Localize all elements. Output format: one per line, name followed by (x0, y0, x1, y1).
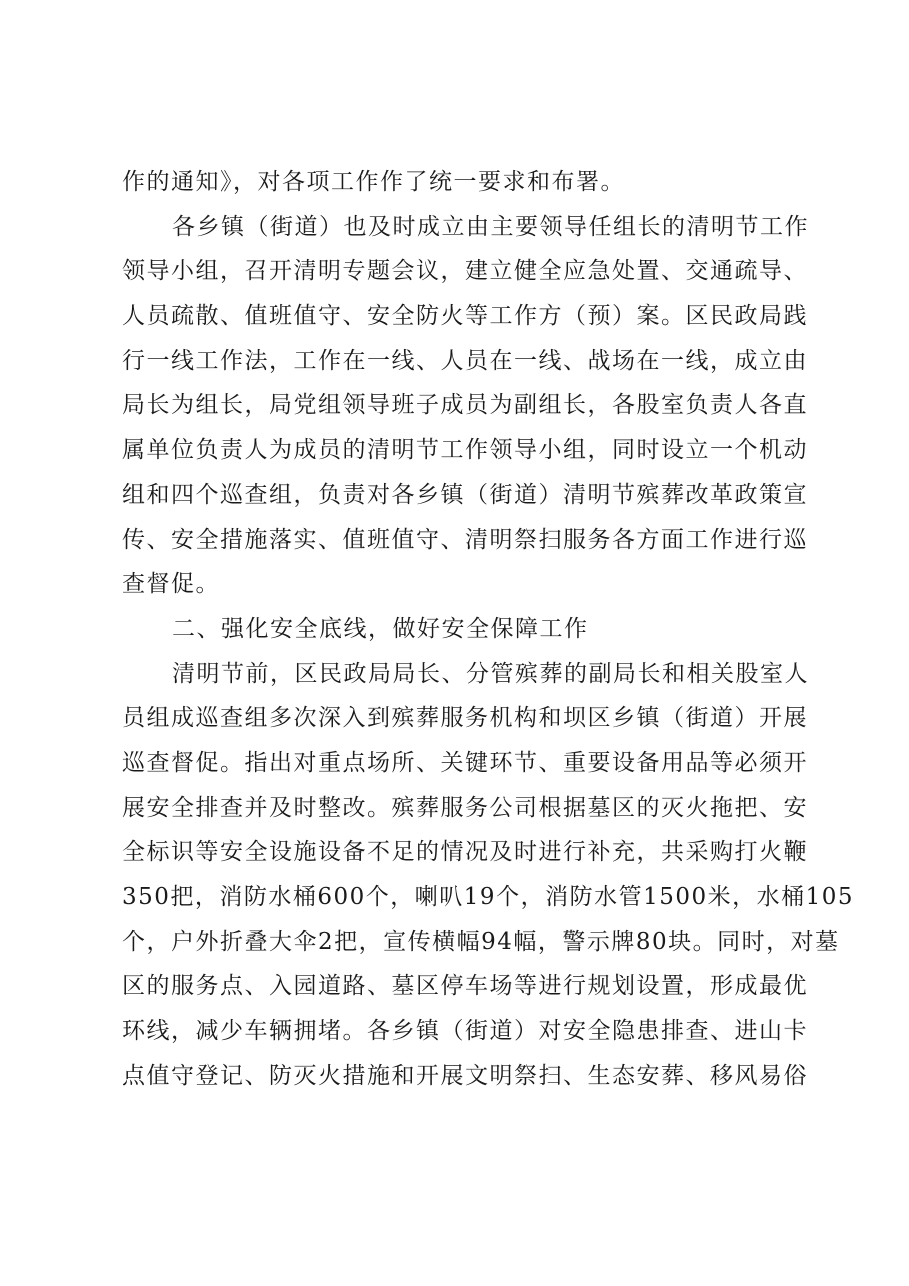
text-line: 巡查督促。指出对重点场所、关键环节、重要设备用品等必须开 (122, 749, 808, 776)
text-line: 环线，减少车辆拥堵。各乡镇（街道）对安全隐患排查、进山卡 (122, 1018, 808, 1045)
text-line: 属单位负责人为成员的清明节工作领导小组，同时设立一个机动 (122, 437, 808, 464)
text-line: 行一线工作法，工作在一线、人员在一线、战场在一线，成立由 (122, 347, 808, 374)
text-line: 350把，消防水桶600个，喇叭19个，消防水管1500米，水桶105 (122, 884, 854, 910)
text-line: 员组成巡查组多次深入到殡葬服务机构和坝区乡镇（街道）开展 (122, 705, 808, 732)
text-line: 组和四个巡查组，负责对各乡镇（街道）清明节殡葬改革政策宣 (122, 481, 808, 508)
text-line: 点值守登记、防灭火措施和开展文明祭扫、生态安葬、移风易俗 (122, 1062, 808, 1089)
text-line: 全标识等安全设施设备不足的情况及时进行补充，共采购打火鞭 (122, 839, 808, 866)
text-line: 传、安全措施落实、值班值守、清明祭扫服务各方面工作进行巡 (122, 526, 808, 553)
text-line: 个，户外折叠大伞2把，宣传横幅94幅，警示牌80块。同时，对墓 (122, 928, 840, 955)
section-heading: 二、强化安全底线，做好安全保障工作 (172, 615, 589, 642)
text-line: 查督促。 (122, 571, 220, 598)
text-line: 作的通知》，对各项工作作了统一要求和布署。 (122, 169, 625, 195)
text-line: 区的服务点、入园道路、墓区停车场等进行规划设置，形成最优 (122, 973, 808, 1000)
document-body (122, 160, 854, 1098)
text-line: 各乡镇（街道）也及时成立由主要领导任组长的清明节工作 (172, 213, 809, 240)
text-line: 展安全排查并及时整改。殡葬服务公司根据墓区的灭火拖把、安 (122, 794, 808, 821)
text-line: 清明节前，区民政局局长、分管殡葬的副局长和相关股室人 (172, 660, 809, 687)
text-line: 领导小组，召开清明专题会议，建立健全应急处置、交通疏导、 (122, 258, 808, 285)
text-line: 人员疏散、值班值守、安全防火等工作方（预）案。区民政局践 (122, 303, 808, 330)
text-line: 局长为组长，局党组领导班子成员为副组长，各股室负责人各直 (122, 392, 808, 419)
